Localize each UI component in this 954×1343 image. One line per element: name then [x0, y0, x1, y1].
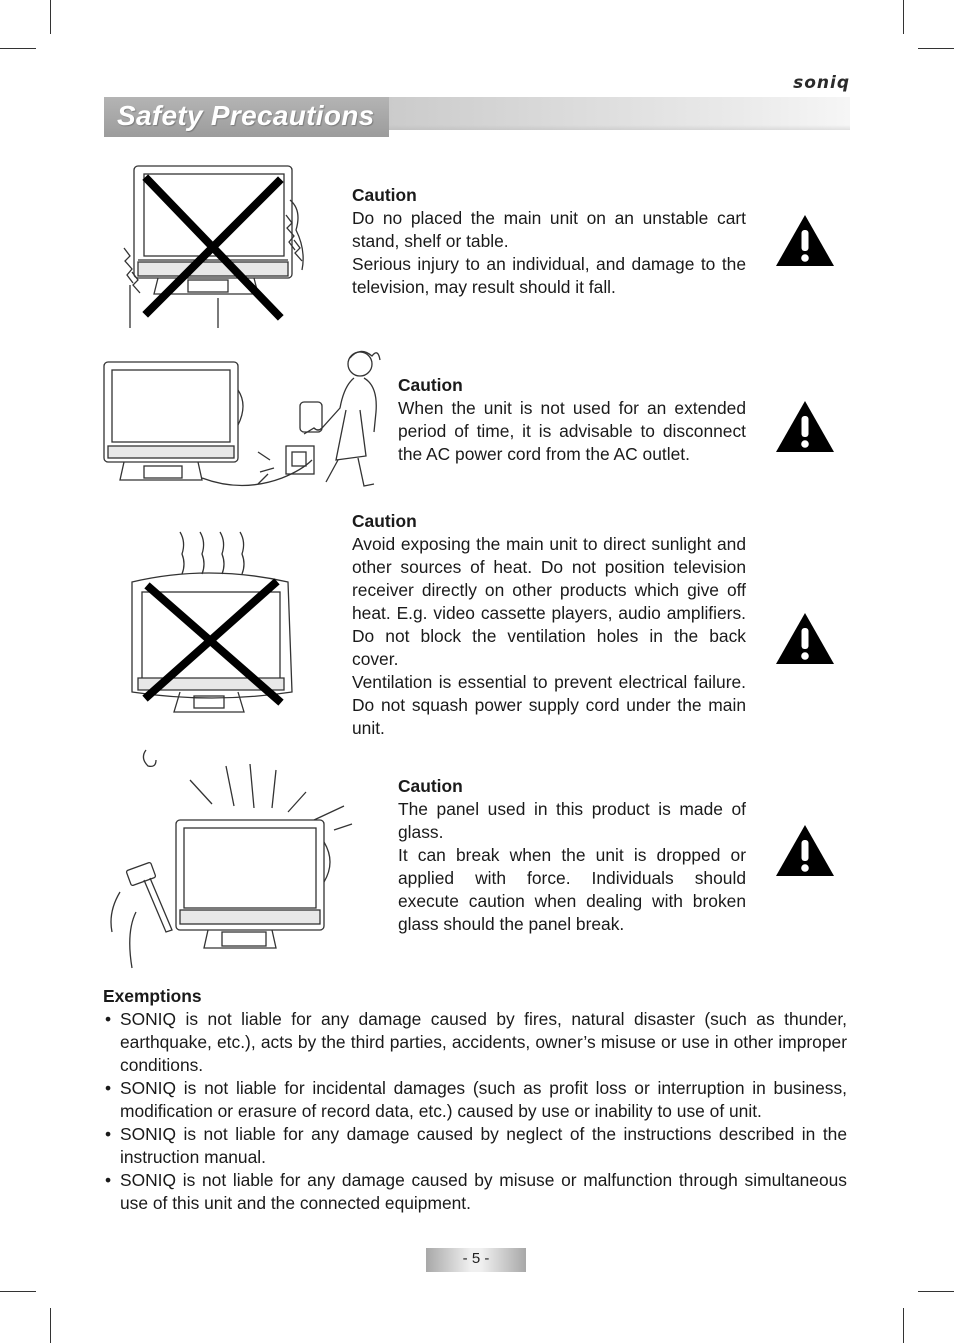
exemptions-section: [103, 985, 847, 1215]
tv-on-unstable-stand-illustration: [118, 160, 313, 332]
list-item: • SONIQ is not liable for any damage caused by misuse or malfunction through simultaneous use of this unit and the connected equipment.: [103, 1169, 847, 1215]
hot-tv-illustration: [128, 528, 296, 720]
caution-block-2: [398, 374, 746, 466]
caution-paragraph: Ventilation is essential to prevent electrical failure. Do not squash power supply cord under the main unit.: [352, 672, 746, 738]
caution-paragraph: When the unit is not used for an extended period of time, it is advisable to disconnect the AC power cord from the AC outlet.: [398, 398, 746, 464]
caution-block-4: [398, 775, 746, 936]
caution-heading: Caution: [398, 776, 463, 796]
brand-logo: soniq: [793, 73, 850, 93]
caution-paragraph: It can break when the unit is dropped or applied with force. Individuals should execute caution when dealing with broken glass should the panel break.: [398, 845, 746, 934]
crop-mark: [50, 1308, 51, 1343]
page-title: Safety Precautions: [117, 100, 375, 131]
crop-mark: [918, 1291, 954, 1292]
hammer-hitting-tv-illustration: [100, 742, 372, 972]
caution-paragraph: Avoid exposing the main unit to direct sunlight and other sources of heat. Do not position television receiver directly on other products which give off heat. E.g. video cassette players, audio amplifiers. Do not block the ventilation holes in the back cover.: [352, 534, 746, 669]
list-item: • SONIQ is not liable for incidental damages (such as profit loss or interruption in business, modification or erasure of record data, etc.) caused by use or inability to use of unit.: [103, 1077, 847, 1123]
page-number: - 5 -: [462, 1250, 490, 1267]
crop-mark: [918, 48, 954, 49]
exemptions-heading: Exemptions: [103, 986, 202, 1006]
caution-heading: Caution: [352, 511, 417, 531]
list-item: • SONIQ is not liable for any damage caused by fires, natural disaster (such as thunder, earthquake, etc.), acts by the third parties, accidents, owner’s misuse or use in other improper conditions.: [103, 1008, 847, 1077]
crop-mark: [50, 0, 51, 34]
caution-heading: Caution: [398, 375, 463, 395]
crop-mark: [0, 48, 36, 49]
warning-triangle-icon: [774, 212, 836, 268]
caution-heading: Caution: [352, 185, 417, 205]
warning-triangle-icon: [774, 398, 836, 454]
caution-block-3: [352, 510, 746, 740]
list-item: • SONIQ is not liable for any damage caused by neglect of the instructions described in the instruction manual.: [103, 1123, 847, 1169]
crop-mark: [903, 1308, 904, 1343]
crop-mark: [0, 1291, 36, 1292]
crop-mark: [903, 0, 904, 34]
caution-paragraph: Serious injury to an individual, and damage to the television, may result should it fall.: [352, 254, 746, 297]
caution-block-1: [352, 184, 746, 299]
warning-triangle-icon: [774, 822, 836, 878]
exemptions-list: [103, 1008, 847, 1215]
person-unplugging-tv-illustration: [102, 350, 384, 490]
caution-paragraph: Do no placed the main unit on an unstable cart stand, shelf or table.: [352, 208, 746, 251]
caution-paragraph: The panel used in this product is made of glass.: [398, 799, 746, 842]
warning-triangle-icon: [774, 610, 836, 666]
